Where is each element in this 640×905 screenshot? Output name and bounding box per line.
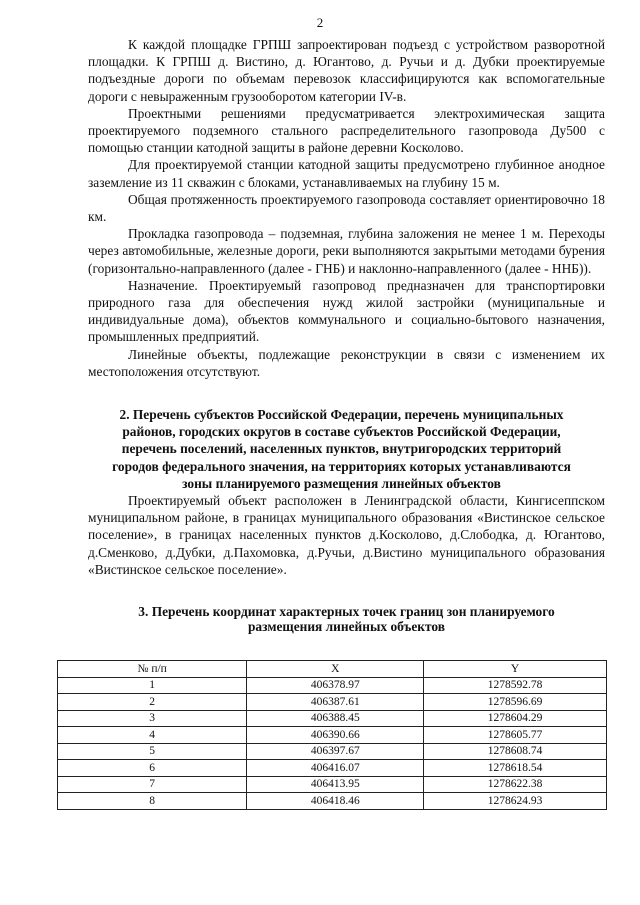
paragraph-total-length: Общая протяженность проектируемого газопровода составляет ориентировочно 18 км. — [88, 191, 605, 225]
cell-x: 406418.46 — [247, 793, 424, 810]
paragraph-cathodic-protection: Проектными решениями предусматривается электрохимическая защита проектируемого подземного стального распределительного газопровода Ду500 с помощью станции катодной защиты в районе деревни Косколово. — [88, 105, 605, 156]
cell-x: 406390.66 — [247, 727, 424, 744]
cell-y: 1278592.78 — [424, 677, 607, 694]
cell-y: 1278608.74 — [424, 743, 607, 760]
cell-x: 406416.07 — [247, 760, 424, 777]
table-row — [58, 727, 607, 744]
document-body — [88, 36, 605, 634]
paragraph-reconstruction: Линейные объекты, подлежащие реконструкции в связи с изменением их местоположения отсутствуют. — [88, 346, 605, 379]
cell-x: 406413.95 — [247, 776, 424, 793]
table-row — [58, 760, 607, 777]
cell-number: 7 — [58, 776, 247, 793]
cell-y: 1278624.93 — [424, 793, 607, 810]
section-2-heading-line: 2. Перечень субъектов Российской Федерации, перечень муниципальных — [119, 407, 564, 423]
cell-number: 2 — [58, 694, 247, 711]
cell-number: 5 — [58, 743, 247, 760]
table-header-row — [58, 661, 607, 678]
table-row — [58, 743, 607, 760]
section-2-heading-line: городов федерального значения, на территориях которых устанавливаются — [112, 458, 571, 474]
section-3-heading — [88, 604, 605, 634]
table-row — [58, 677, 607, 694]
cell-x: 406378.97 — [247, 677, 424, 694]
table-row — [58, 710, 607, 727]
cell-x: 406387.61 — [247, 694, 424, 711]
section-2-heading-line: районов, городских округов в составе субъектов Российской Федерации, — [122, 424, 561, 440]
cell-y: 1278622.38 — [424, 776, 607, 793]
cell-number: 3 — [58, 710, 247, 727]
paragraph-purpose: Назначение. Проектируемый газопровод предназначен для транспортировки природного газа для обеспечения нужд жилой застройки (муниципальные и индивидуальные дома), объектов коммунального и социально-бытового назначения, промышленных предприятий. — [88, 277, 605, 345]
paragraph-access-roads: К каждой площадке ГРПШ запроектирован подъезд с устройством разворотной площадки. К ГРПШ д. Вистино, д. Югантово, д. Ручьи и д. Дубки проектируемые подъездные дороги по объемам перевозок классифицируются как вспомогательные дороги с невыраженным грузооборотом категории IV-в. — [88, 37, 605, 104]
section-3-heading-line: размещения линейных объектов — [247, 619, 445, 635]
cell-y: 1278605.77 — [424, 727, 607, 744]
section-2-heading — [78, 406, 605, 492]
paragraph-anode-grounding: Для проектируемой станции катодной защиты предусмотрено глубинное анодное заземление из 11 скважин с блоками, устанавливаемых на глубину 15 м. — [88, 157, 605, 190]
section-3-heading-line: 3. Перечень координат характерных точек границ зон планируемого — [138, 604, 555, 620]
cell-x: 406397.67 — [247, 743, 424, 760]
table-row — [58, 776, 607, 793]
section-2-heading-line: зоны планируемого размещения линейных объектов — [182, 475, 501, 491]
section-2-body: Проектируемый объект расположен в Ленинградской области, Кингисеппском муниципальном районе, в границах муниципального образования «Вистинское сельское поселение», в границах населенных пунктов д.Косколово, д.Слободка, д. Югантово, д.Сменково, д.Дубки, д.Пахомовка, д.Ручьи, д.Вистино муниципального образования «Вистинское сельское поселение». — [88, 493, 605, 577]
cell-x: 406388.45 — [247, 710, 424, 727]
page-number: 2 — [316, 15, 324, 30]
header-x: X — [247, 661, 424, 678]
section-2-heading-line: перечень поселений, населенных пунктов, внутригородских территорий — [121, 441, 562, 457]
coordinates-table — [57, 660, 607, 810]
cell-number: 6 — [58, 760, 247, 777]
header-number: № п/п — [58, 661, 247, 678]
header-y: Y — [424, 661, 607, 678]
cell-y: 1278596.69 — [424, 694, 607, 711]
cell-y: 1278618.54 — [424, 760, 607, 777]
cell-number: 4 — [58, 727, 247, 744]
table-row — [58, 793, 607, 810]
cell-number: 1 — [58, 677, 247, 694]
paragraph-laying-method: Прокладка газопровода – подземная, глубина заложения не менее 1 м. Переходы через автомобильные, железные дороги, реки выполняются закрытыми методами бурения (горизонтально-направленного (далее - ГНБ) и наклонно-направленного (далее - ННБ)). — [88, 226, 605, 276]
table-row — [58, 694, 607, 711]
cell-y: 1278604.29 — [424, 710, 607, 727]
cell-number: 8 — [58, 793, 247, 810]
